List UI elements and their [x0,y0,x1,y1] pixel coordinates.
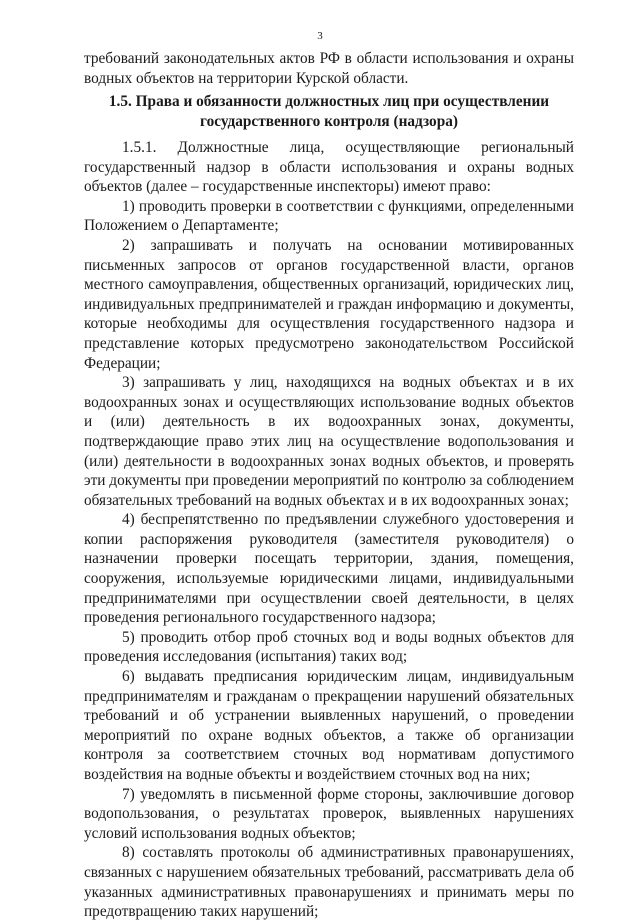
paragraph-item-7: 7) уведомлять в письменной форме стороны, заключившие договор водопользования, о результатах проверок, выявленных нарушениях условий использования водных объектов; [84,785,574,842]
paragraph-item-2: 2) запрашивать и получать на основании мотивированных письменных запросов от органов государственной власти, органов местного самоуправления, общественных организаций, юридических лиц, индивидуальных предпринимателей и граждан информацию и документы, которые необходимы для осуществления государственного надзора и представление которых предусмотрено законодательством Российской Федерации; [84,236,574,372]
paragraph-1-5-1: 1.5.1. Должностные лица, осуществляющие региональный государственный надзор в области использования и охраны водных объектов (далее – государственные инспекторы) имеют право: [84,139,574,196]
paragraph-item-4: 4) беспрепятственно по предъявлении служебного удостоверения и копии распоряжения руководителя (заместителя руководителя) о назначении проверки посещать территории, здания, помещения, сооружения, используемые юридическими лицами, индивидуальными предпринимателями при осуществлении своей деятельности, в целях проведения регионального государственного надзора; [84,511,574,627]
paragraph-item-1: 1) проводить проверки в соответствии с функциями, определенными Положением о Департаменте; [84,197,574,235]
paragraph-item-8: 8) составлять протоколы об административных правонарушениях, связанных с нарушением обязательных требований, рассматривать дела об указанных административных правонарушениях и принимать меры по предотвращению таких нарушений; [84,844,574,921]
paragraph-item-6: 6) выдавать предписания юридическим лицам, индивидуальным предпринимателям и гражданам о прекращении нарушений обязательных требований и об устранении выявленных нарушений, о проведении мероприятий по охране водных объектов, а также об организации контроля за соответствием сточных вод нормативам допустимого воздействия на водные объекты и воздействием сточных вод на них; [84,668,574,783]
document-body [84,138,574,922]
intro-text: требований законодательных актов РФ в области использования и охраны водных объектов на территории Курской области. [84,50,574,87]
paragraph-item-5: 5) проводить отбор проб сточных вод и воды водных объектов для проведения исследования (испытания) таких вод; [84,628,574,666]
section-heading: 1.5. Права и обязанности должностных лиц при осуществлении государственного контроля (надзора) [108,93,550,130]
page-number: 3 [317,30,323,42]
paragraph-item-3: 3) запрашивать у лиц, находящихся на водных объектах и в их водоохранных зонах и осуществляющих использование водных объектов и (или) деятельность в их водоохранных зонах, документы, подтверждающие право этих лиц на осуществление водопользования и (или) деятельности в водоохранных зонах водных объектов, и проверять эти документы при проведении мероприятий по контролю за соблюдением обязательных требований на водных объектах и в их водоохранных зонах; [84,374,574,509]
